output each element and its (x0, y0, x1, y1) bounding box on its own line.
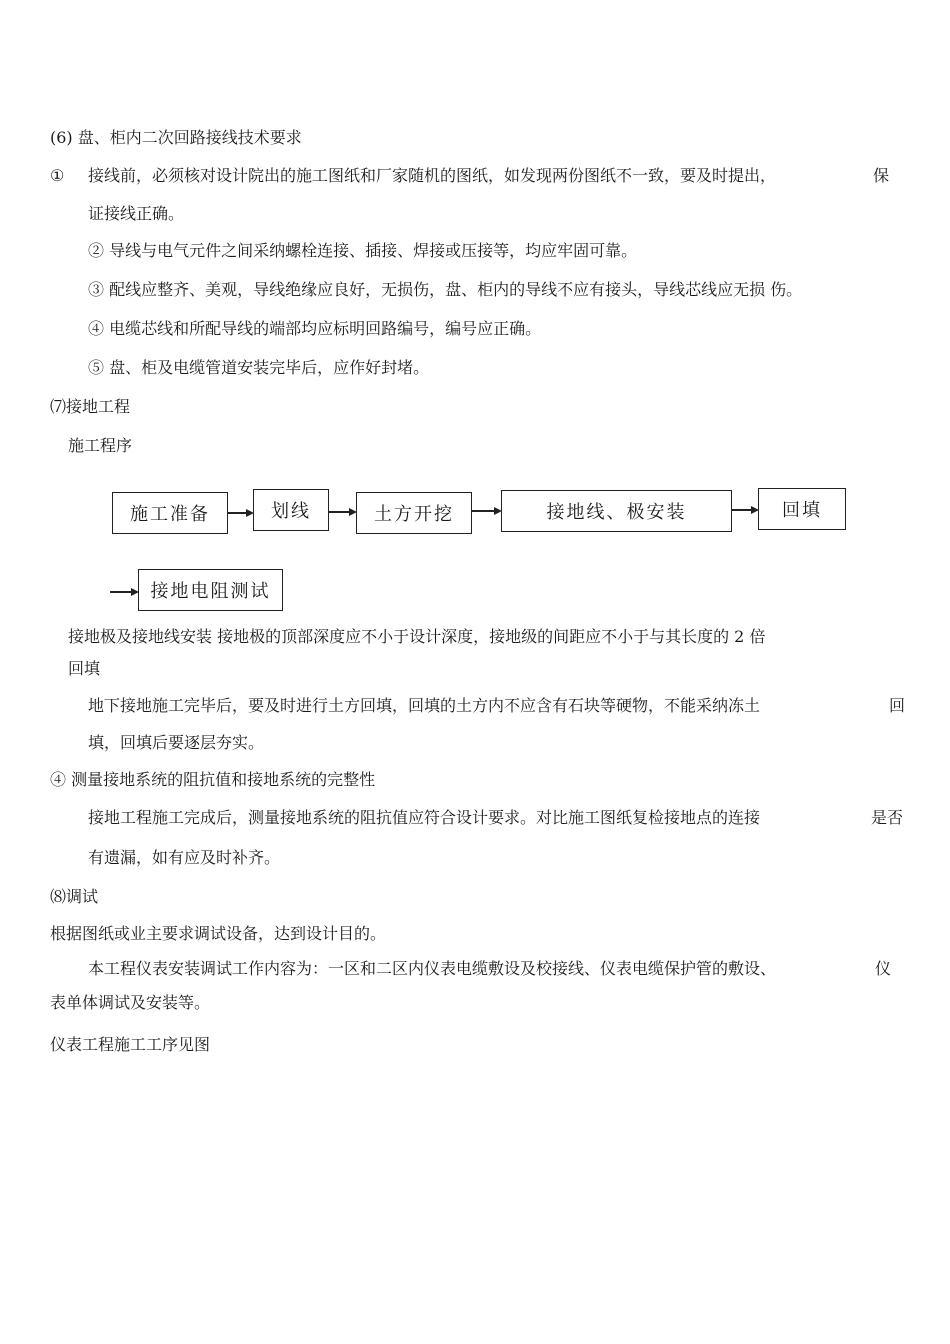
backfill-line-1: 地下接地施工完毕后，要及时进行土方回填，回填的土方内不应含有石块等硬物，不能采纳冻土 (88, 696, 761, 715)
grounding-install-line: 接地极及接地线安装 接地极的顶部深度应不小于设计深度，接地级的间距应不小于与其长度的 2 倍 (68, 627, 766, 646)
item-2: ② 导线与电气元件之间采纳螺栓连接、插接、焊接或压接等，均应牢固可靠。 (88, 241, 638, 260)
flow-step-marking: 划线 (253, 489, 329, 531)
flow-step-resistance-test: 接地电阻测试 (138, 569, 283, 611)
instrument-para-line-1-tail: 仪 (875, 959, 892, 978)
section-7-heading: ⑺接地工程 (50, 397, 131, 416)
section-8-heading: ⑻调试 (50, 887, 99, 906)
backfill-label: 回填 (68, 659, 101, 678)
item-5: ⑤ 盘、柜及电缆管道安装完毕后，应作好封堵。 (88, 358, 430, 377)
item-3: ③ 配线应整齐、美观，导线绝缘应良好，无损伤，盘、柜内的导线不应有接头，导线芯线应无损 伤。 (88, 280, 803, 299)
procedure-subheading: 施工程序 (68, 436, 133, 455)
instrument-para-line-1: 本工程仪表安装调试工作内容为：一区和二区内仪表电缆敷设及校接线、仪表电缆保护管的敷设、 (88, 959, 777, 978)
instrument-process-caption: 仪表工程施工工序见图 (50, 1035, 211, 1054)
flow-step-install: 接地线、极安装 (501, 490, 732, 532)
debug-line: 根据图纸或业主要求调试设备，达到设计目的。 (50, 924, 387, 943)
item-1-line-1: 接线前，必须核对设计院出的施工图纸和厂家随机的图纸，如发现两份图纸不一致，要及时提出， (88, 166, 777, 185)
instrument-para-line-2: 表单体调试及安装等。 (50, 993, 211, 1012)
measure-heading: ④ 测量接地系统的阻抗值和接地系统的完整性 (50, 770, 376, 789)
flow-step-backfill: 回填 (758, 488, 846, 530)
flow-step-excavation: 土方开挖 (356, 492, 472, 534)
section-6-heading: (6) 盘、柜内二次回路接线技术要求 (50, 128, 302, 147)
item-1-number: ① (50, 166, 65, 185)
item-1-line-2: 证接线正确。 (88, 204, 185, 223)
flow-step-prepare: 施工准备 (112, 492, 228, 534)
measure-line-1: 接地工程施工完成后，测量接地系统的阻抗值应符合设计要求。对比施工图纸复检接地点的连接 (88, 808, 761, 827)
measure-line-2: 有遗漏，如有应及时补齐。 (88, 848, 281, 867)
item-4: ④ 电缆芯线和所配导线的端部均应标明回路编号，编号应正确。 (88, 319, 542, 338)
backfill-line-2: 填，回填后要逐层夯实。 (88, 733, 265, 752)
item-1-line-1-tail: 保 (873, 166, 890, 185)
backfill-line-1-tail: 回 (889, 696, 906, 715)
measure-line-1-tail: 是否 (871, 808, 904, 827)
